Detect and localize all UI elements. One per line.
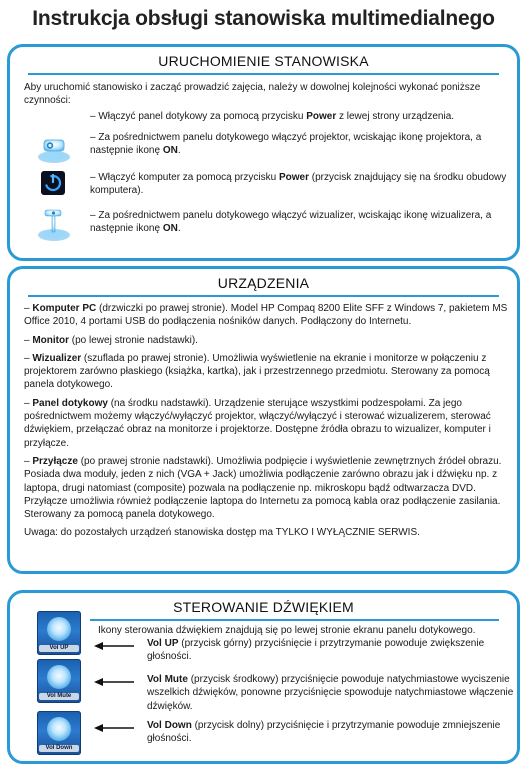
devices-panel [7, 266, 520, 574]
tile-label: Vol Down [39, 745, 79, 752]
projector-icon [36, 129, 70, 163]
sound-divider [90, 619, 499, 621]
startup-divider [28, 73, 499, 75]
tile-label: Vol Mute [39, 693, 79, 700]
vol-mute-desc: Vol Mute (przycisk środkowy) przyciśnięcie powoduje natychmiastowe wyciszenie wszelkich dźwięków, ponowne przyciśnięcie spowoduje natychmiastowe włączenie dźwięków. [147, 674, 514, 712]
sound-panel [7, 590, 520, 764]
speaker-icon [47, 665, 71, 689]
device-item: – Wizualizer (szuflada po prawej stronie). Umożliwia wyświetlenie na ekranie i monitorze w połączeniu z projektorem zarówno płaskiego (książka, kartka), jak i przestrzennego przedmiotu. Sterowany za pomocą panela dotykowego. [24, 352, 490, 391]
devices-note: Uwaga: do pozostałych urządzeń stanowiska dostęp ma TYLKO I WYŁĄCZNIE SERWIS. [24, 527, 420, 539]
power-button-icon [40, 170, 68, 198]
tile-label: Vol UP [39, 645, 79, 652]
device-item: – Panel dotykowy (na środku nadstawki). Urządzenie sterujące wszystkimi podzespołami. Za jego pośrednictwem możemy włączyć/wyłączyć projektor, włączyć/wyłączyć i sterować wizualizerem, sterować dźwiękiem, przełączać obraz na monitorze i projektorze. Dostępne źródła obrazu to wizualizer, komputer i przyłącze. [24, 397, 491, 449]
step-text: – Włączyć panel dotykowy za pomocą przycisku Power z lewej strony urządzenia. [90, 111, 455, 122]
step-text: – Za pośrednictwem panelu dotykowego włączyć wizualizer, wciskając ikonę wizualizera, a następnie ikonę ON. [90, 210, 492, 235]
devices-title: URZĄDZENIA [217, 275, 310, 291]
devices-divider [28, 295, 499, 297]
device-item: – Przyłącze (po prawej stronie nadstawki). Umożliwia podpięcie i wyświetlenie zewnętrznych źródeł obrazu. Posiada dwa moduły, jeden z nich (VGA + Jack) umożliwia podłączenie zarówno obrazu jak i dźwięku np. z laptopa, drugi natomiast (composite) pozwala na podłączenie np. mikroskopu bądź odtwarzacza DVD. Przyłącze umożliwia również podłączenie laptopa do Internetu za pomocą kabla oraz podłączenie zasilania. Sterowany za pomocą panela dotykowego. [24, 455, 502, 521]
sound-title: STEROWANIE DŹWIĘKIEM [173, 599, 354, 615]
device-item: – Komputer PC (drzwiczki po prawej stronie). Model HP Compaq 8200 Elite SFF z Windows 7, pakietem MS Office 2010, 4 portami USB do podłączenia nośników danych. Podłączony do Internetu. [24, 303, 508, 328]
vol-down-desc: Vol Down (przycisk dolny) przyciśnięcie i przytrzymanie powoduje zmniejszenie głośności. [147, 720, 501, 745]
sound-lead: Ikony sterowania dźwiękiem znajdują się po lewej stronie ekranu panelu dotykowego. [98, 625, 476, 636]
arrow-left-icon [94, 641, 134, 651]
speaker-icon [47, 717, 71, 741]
step-text: – Za pośrednictwem panelu dotykowego włączyć projektor, wciskając ikonę projektora, a następnie ikonę ON. [90, 132, 482, 157]
speaker-icon [47, 617, 71, 641]
startup-panel [7, 44, 520, 261]
startup-title: URUCHOMIENIE STANOWISKA [158, 53, 369, 69]
arrow-left-icon [94, 723, 134, 733]
device-item: – Monitor (po lewej stronie nadstawki). [24, 334, 198, 346]
vol-up-desc: Vol UP (przycisk górny) przyciśnięcie i przytrzymanie powoduje zwiększenie głośności. [147, 638, 485, 663]
startup-intro: Aby uruchomić stanowisko i zacząć prowadzić zajęcia, należy w dowolnej kolejności wykonać poniższe czynności: [24, 82, 481, 107]
step-text: – Włączyć komputer za pomocą przycisku Power (przycisk znajdujący się na środku obudowy komputera). [90, 172, 507, 197]
page-title: Instrukcja obsługi stanowiska multimedialnego [32, 7, 495, 30]
arrow-left-icon [94, 677, 134, 687]
visualizer-icon [36, 205, 70, 239]
vol-up-tile [37, 611, 81, 655]
devices-list [24, 302, 512, 545]
vol-mute-tile [37, 659, 81, 703]
vol-down-tile [37, 711, 81, 755]
